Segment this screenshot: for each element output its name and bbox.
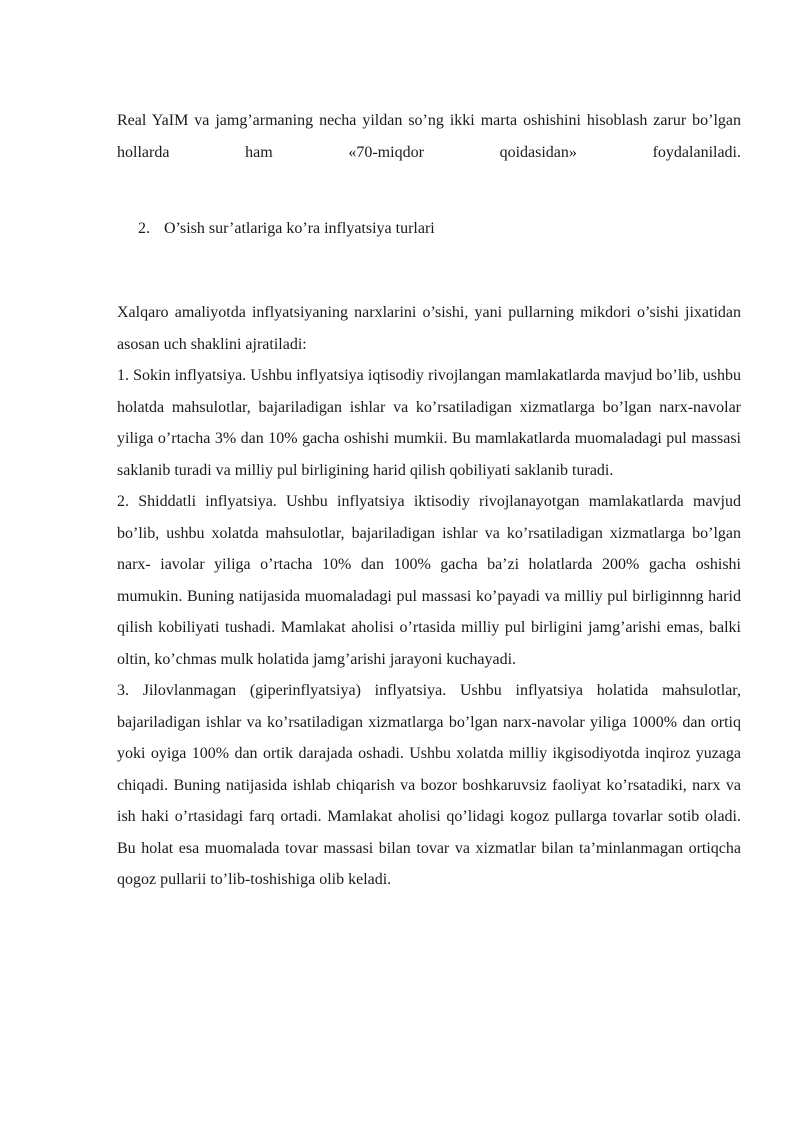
section-heading	[138, 213, 435, 245]
paragraph-intro: Xalqaro amaliyotda inflyatsiyaning narxlarini o’sishi, yani pullarning mikdori o’sishi jixatidan asosan uch shaklini ajratiladi:	[117, 304, 741, 353]
paragraph-giperinflyatsiya: 3. Jilovlanmagan (giperinflyatsiya) inflyatsiya. Ushbu inflyatsiya holatida mahsulotlar, bajariladigan ishlar va ko’rsatiladigan xizmatlarga bo’lgan narx-navolar yiliga 1000% dan ortiq yoki oyiga 100% dan ortik darajada oshadi. Ushbu xolatda milliy ikgisodiyotda inqiroz yuzaga chiqadi. Buning natijasida ishlab chiqarish va bozor boshkaruvsiz faoliyat ko’rsatadiki, narx va ish haki o’rtasidagi farq ortadi. Mamlakat aholisi qo’lidagi kogoz pullarga tovarlar sotib oladi. Bu holat esa muomalada tovar massasi bilan tovar va xizmatlar bilan ta’minlanmagan ortiqcha qogoz pullarii to’lib-toshishiga olib keladi.	[117, 682, 741, 888]
paragraph-sokin-inflyatsiya: 1. Sokin inflyatsiya. Ushbu inflyatsiya iqtisodiy rivojlangan mamlakatlarda mavjud bo’lib, ushbu holatda mahsulotlar, bajariladigan ishlar va ko’rsatiladigan xizmatlarga bo’lgan narx-navolar yiliga o’rtacha 3% dan 10% gacha oshishi mumkii. Bu mamlakatlarda muomaladagi pul massasi saklanib turadi va milliy pul birligining harid qilish qobiliyati saklanib turadi.	[117, 367, 741, 479]
intro-paragraph-block	[117, 105, 741, 168]
section-title: O’sish sur’atlariga ko’ra inflyatsiya turlari	[164, 220, 435, 237]
paragraph-shiddatli-inflyatsiya: 2. Shiddatli inflyatsiya. Ushbu inflyatsiya iktisodiy rivojlanayotgan mamlakatlarda mavjud bo’lib, ushbu xolatda mahsulotlar, bajariladigan ishlar va ko’rsatiladigan xizmatlarga bo’lgan narx- iavolar yiliga o’rtacha 10% dan 100% gacha ba’zi holatlarda 200% gacha oshishi mumukin. Buning natijasida muomaladagi pul massasi ko’payadi va milliy pul birliginnng harid qilish kobiliyati tushadi. Mamlakat aholisi o’rtasida milliy pul birligini jamg’arishi emas, balki oltin, ko’chmas mulk holatida jamg’arishi jarayoni kuchayadi.	[117, 493, 741, 668]
body-text	[117, 297, 741, 896]
section-number: 2.	[138, 220, 150, 237]
intro-paragraph: Real YaIM va jamg’armaning necha yildan so’ng ikki marta oshishini hisoblash zarur bo’lgan hollarda ham «70-miqdor qoidasidan» foydalaniladi.	[117, 112, 741, 161]
